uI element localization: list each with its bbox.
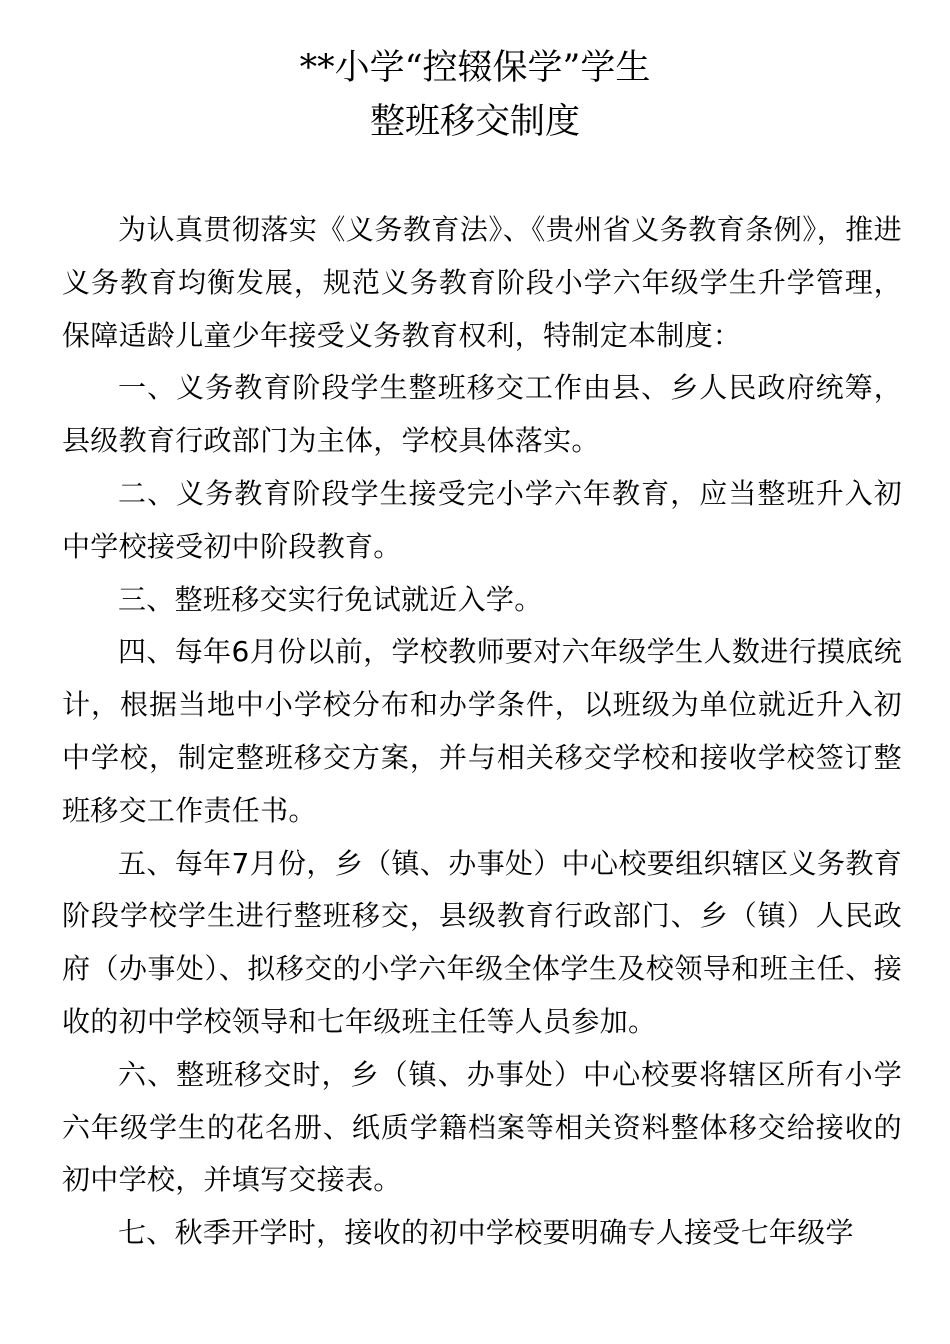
document-title-line-2: 整班移交制度 (369, 102, 580, 142)
article-7-paragraph: 七、秋季开学时，接收的初中学校要明确专人接受七年级学 (118, 1216, 854, 1250)
article-6-paragraph: 六、整班移交时，乡（镇、办事处）中心校要将辖区所有小学六年级学生的花名册、纸质学籍档案等相关资料整体移交给接收的初中学校，并填写交接表。 (62, 1057, 902, 1197)
intro-paragraph: 为认真贯彻落实《义务教育法》、《贵州省义务教育条例》，推进义务教育均衡发展，规范义务教育阶段小学六年级学生升学管理，保障适龄儿童少年接受义务教育权利，特制定本制度： (62, 213, 902, 352)
article-2-paragraph: 二、义务教育阶段学生接受完小学六年教育，应当整班升入初中学校接受初中阶段教育。 (62, 476, 902, 563)
document-body (62, 204, 902, 1260)
article-1-paragraph: 一、义务教育阶段学生整班移交工作由县、乡人民政府统筹，县级教育行政部门为主体，学校具体落实。 (62, 371, 902, 458)
document-title-line-1: **小学“控辍保学”学生 (299, 48, 651, 88)
article-3-paragraph: 三、整班移交实行免试就近入学。 (118, 582, 543, 616)
article-4-paragraph: 四、每年6月份以前，学校教师要对六年级学生人数进行摸底统计，根据当地中小学校分布和办学条件，以班级为单位就近升入初中学校，制定整班移交方案，并与相关移交学校和接收学校签订整班移交工作责任书。 (62, 635, 902, 827)
article-5-paragraph: 五、每年7月份，乡（镇、办事处）中心校要组织辖区义务教育阶段学校学生进行整班移交，县级教育行政部门、乡（镇）人民政府（办事处）、拟移交的小学六年级全体学生及校领导和班主任、接收的初中学校领导和七年级班主任等人员参加。 (62, 846, 902, 1038)
